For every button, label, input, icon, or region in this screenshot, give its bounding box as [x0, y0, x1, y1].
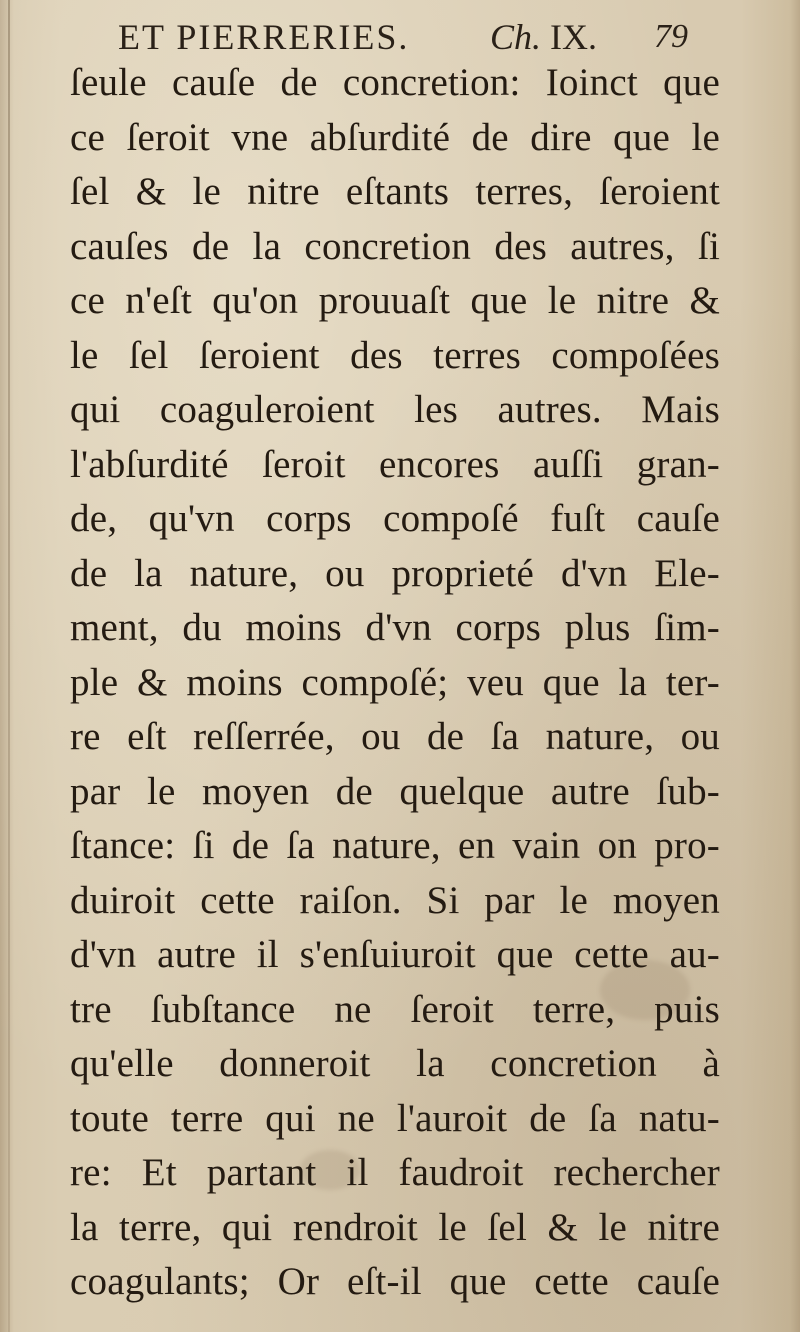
chapter-reference — [490, 16, 597, 58]
text-line: cauſes de la concretion des autres, ſi — [70, 224, 720, 268]
text-line: qu'elle donneroit la concretion à — [70, 1042, 720, 1085]
text-line: qui coaguleroient les autres. Mais — [70, 388, 720, 431]
text-line: tre ſubſtance ne ſeroit terre, puis — [70, 987, 720, 1031]
text-line: coagulants; Or eſt-il que cette cauſe — [70, 1260, 720, 1303]
running-title: ET PIERRERIES. — [118, 17, 410, 57]
page-gutter — [8, 0, 10, 1332]
text-line: ce n'eſt qu'on prouuaſt que le nitre & — [70, 279, 720, 322]
text-line: par le moyen de quelque autre ſub- — [70, 769, 720, 813]
page-header — [118, 12, 718, 60]
text-line: de la nature, ou proprieté d'vn Ele- — [70, 551, 720, 595]
text-line: re: Et partant il faudroit rechercher — [70, 1151, 720, 1194]
text-line: l'abſurdité ſeroit encores auſſi gran- — [70, 442, 720, 486]
chapter-label: Ch. — [490, 17, 542, 57]
body-text — [70, 56, 720, 1310]
text-line: de, qu'vn corps compoſé fuſt cauſe — [70, 497, 720, 540]
text-line: d'vn autre il s'enſuiuroit que cette au- — [70, 933, 720, 976]
chapter-number: IX. — [550, 17, 598, 57]
text-line: ſtance: ſi de ſa nature, en vain on pro- — [70, 824, 720, 867]
text-line: ſel & le nitre eſtants terres, ſeroient — [70, 170, 720, 213]
text-line: la terre, qui rendroit le ſel & le nitre — [70, 1205, 720, 1249]
text-line: re eſt reſſerrée, ou de ſa nature, ou — [70, 715, 720, 758]
page-number: 79 — [654, 18, 688, 55]
text-line: ce ſeroit vne abſurdité de dire que le — [70, 115, 720, 159]
text-line: ment, du moins d'vn corps plus ſim- — [70, 606, 720, 649]
text-line: le ſel ſeroient des terres compoſées — [70, 333, 720, 377]
text-line: duiroit cette raiſon. Si par le moyen — [70, 878, 720, 922]
text-line: ſeule cauſe de concretion: Ioinct que — [70, 61, 720, 104]
text-line: toute terre qui ne l'auroit de ſa natu- — [70, 1096, 720, 1140]
text-line: ple & moins compoſé; veu que la ter- — [70, 660, 720, 704]
